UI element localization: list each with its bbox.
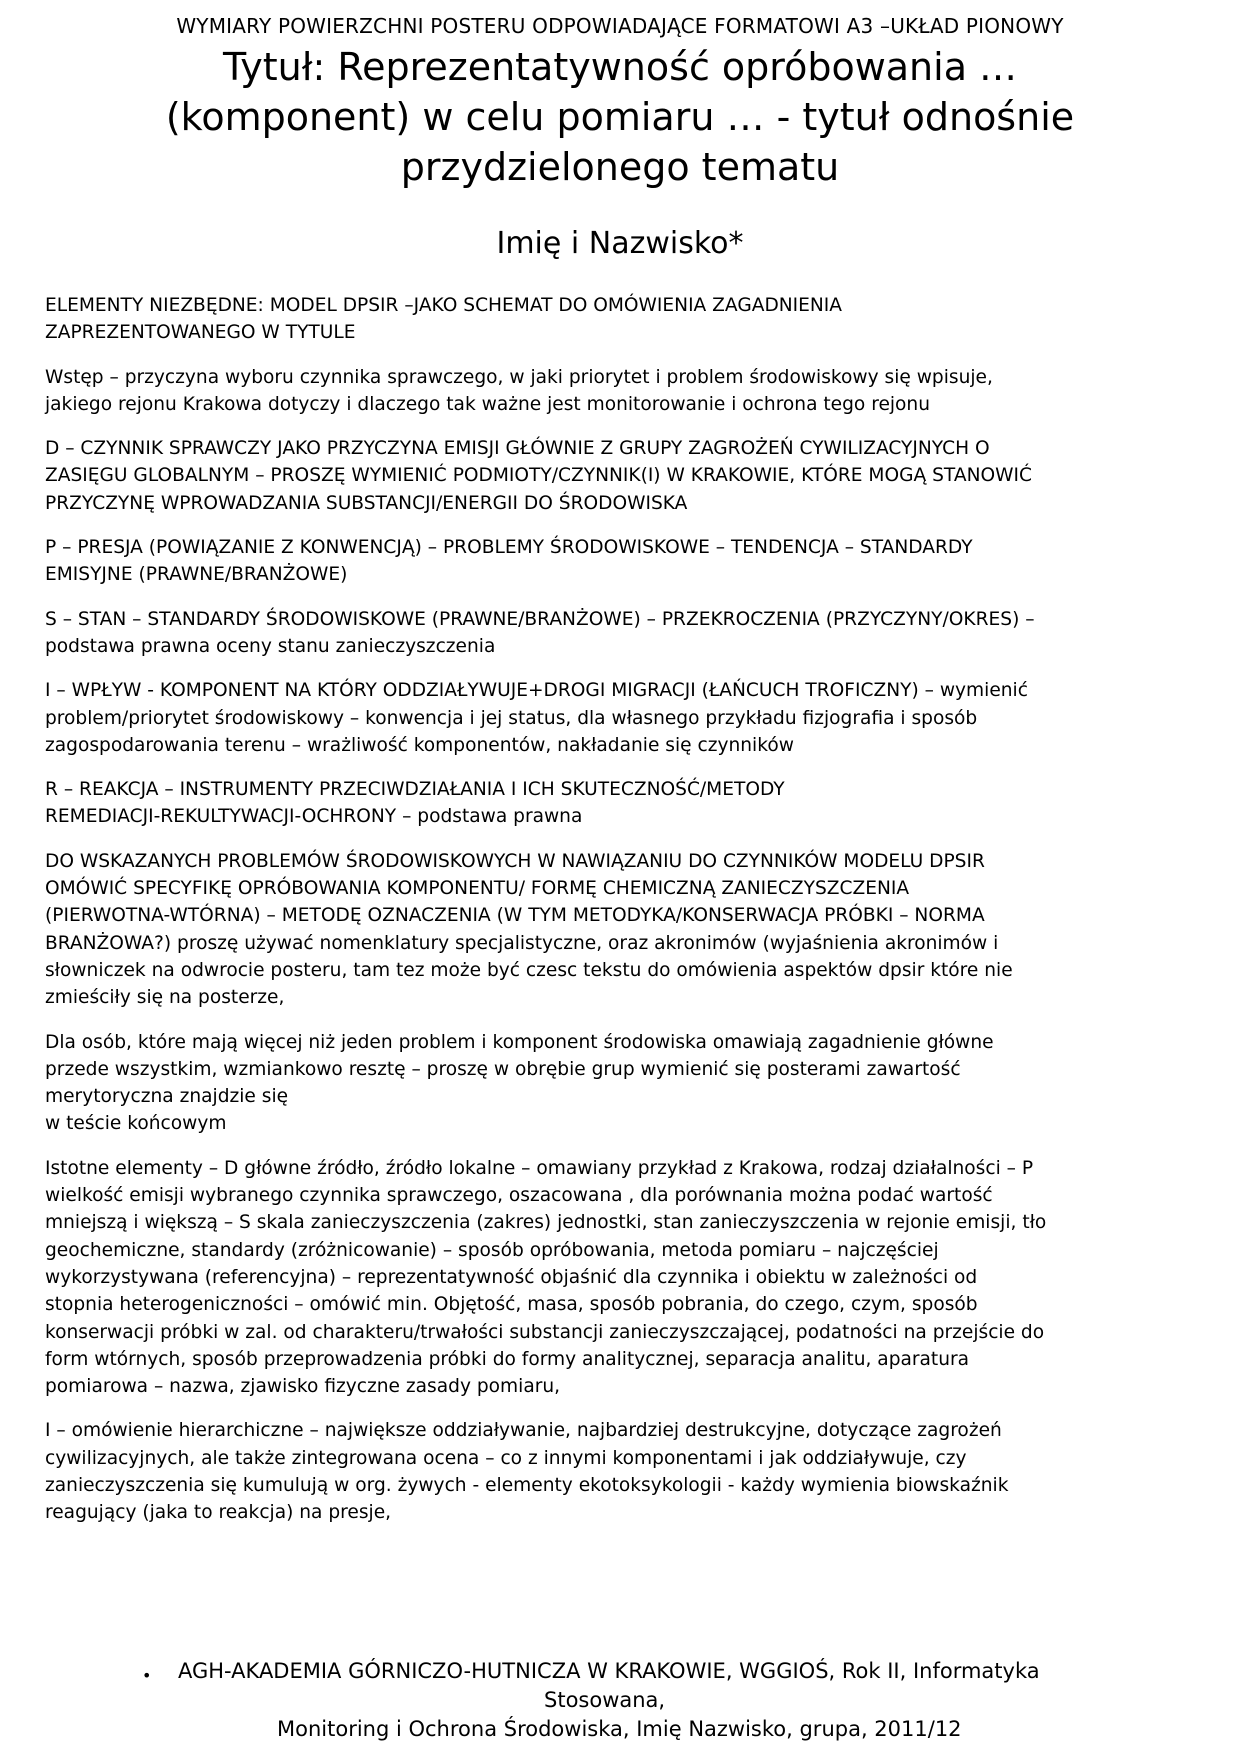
paragraph-line: I – omówienie hierarchiczne – największe oddziaływanie, najbardziej destrukcyjne, dotyczące zagrożeń (45, 1420, 1002, 1442)
footer-line: Stosowana, (544, 1688, 666, 1712)
body-paragraph (45, 534, 1195, 589)
paragraph-line: problem/priorytet środowiskowy – konwencja i jej status, dla własnego przykładu fizjografia i sposób (45, 707, 978, 729)
paragraph-line: DO WSKAZANYCH PROBLEMÓW ŚRODOWISKOWYCH W NAWIĄZANIU DO CZYNNIKÓW MODELU DPSIR (45, 850, 985, 872)
paragraph-line: ZAPREZENTOWANEGO W TYTULE (45, 322, 356, 344)
paragraph-line: konserwacji próbki w zal. od charakteru/trwałości substancji zanieczyszczającej, podatności na przejście do (45, 1321, 1045, 1343)
poster-title (60, 42, 1180, 192)
body-paragraph (45, 848, 1195, 1012)
paragraph-line: S – STAN – STANDARDY ŚRODOWISKOWE (PRAWNE/BRANŻOWE) – PRZEKROCZENIA (PRZYCZYNY/OKRES) – (45, 608, 1035, 630)
paragraph-line: R – REAKCJA – INSTRUMENTY PRZECIWDZIAŁANIA I ICH SKUTECZNOŚĆ/METODY (45, 779, 785, 801)
paragraph-line: pomiarowa – nazwa, zjawisko fizyczne zasady pomiaru, (45, 1376, 561, 1398)
paragraph-line: EMISYJNE (PRAWNE/BRANŻOWE) (45, 564, 348, 586)
paragraph-line: zanieczyszczenia się kumulują w org. żywych - elementy ekotoksykologii - każdy wymienia biowskaźnik (45, 1474, 1009, 1496)
paragraph-line: P – PRESJA (POWIĄZANIE Z KONWENCJĄ) – PROBLEMY ŚRODOWISKOWE – TENDENCJA – STANDARDY (45, 537, 973, 559)
paragraph-line: merytoryczna znajdzie się (45, 1086, 289, 1108)
body-paragraph (45, 364, 1195, 419)
body-content (45, 292, 1195, 1544)
body-paragraph (45, 606, 1195, 661)
paragraph-line: przede wszystkim, wzmiankowo resztę – proszę w obrębie grup wymienić się posterami zawartość (45, 1058, 961, 1080)
paragraph-line: Wstęp – przyczyna wyboru czynnika sprawczego, w jaki priorytet i problem środowiskowy się wpisuje, (45, 366, 993, 388)
paragraph-line: form wtórnych, sposób przeprowadzenia próbki do formy analitycznej, separacja analitu, aparatura (45, 1348, 970, 1370)
body-paragraph (45, 1155, 1195, 1401)
paragraph-line: geochemiczne, standardy (zróżnicowanie) – sposób opróbowania, metoda pomiaru – najczęściej (45, 1239, 939, 1261)
paragraph-line: wykorzystywana (referencyjna) – reprezentatywność objaśnić dla czynnika i obiektu w zależności od (45, 1266, 978, 1288)
body-paragraph (45, 435, 1195, 517)
paragraph-line: jakiego rejonu Krakowa dotyczy i dlaczego tak ważne jest monitorowanie i ochrona tego rejonu (45, 393, 930, 415)
footer (0, 1657, 1240, 1744)
paragraph-line: ELEMENTY NIEZBĘDNE: MODEL DPSIR –JAKO SCHEMAT DO OMÓWIENIA ZAGADNIENIA (45, 295, 843, 316)
paragraph-line: reagujący (jaka to reakcja) na presje, (45, 1502, 392, 1524)
paragraph-line: I – WPŁYW - KOMPONENT NA KTÓRY ODDZIAŁYWUJE+DROGI MIGRACJI (ŁAŃCUCH TROFICZNY) – wymienić (45, 680, 1028, 702)
paragraph-line: stopnia heterogeniczności – omówić min. Objętość, masa, sposób pobrania, do czego, czym, sposób (45, 1294, 978, 1316)
paragraph-line: zagospodarowania terenu – wrażliwość komponentów, nakładanie się czynników (45, 734, 794, 756)
paragraph-line: Istotne elementy – D główne źródło, źródło lokalne – omawiany przykład z Krakowa, rodzaj działalności – P (45, 1157, 1034, 1179)
footer-line: Monitoring i Ochrona Środowiska, Imię Nazwisko, grupa, 2011/12 (277, 1717, 962, 1741)
paragraph-line: BRANŻOWA?) proszę używać nomenklatury specjalistyczne, oraz akronimów (wyjaśnienia akronimów i (45, 932, 999, 954)
paragraph-line: REMEDIACJI-REKULTYWACJI-OCHRONY – podstawa prawna (45, 806, 583, 828)
title-line: przydzielonego tematu (400, 145, 840, 189)
paragraph-line: wielkość emisji wybranego czynnika sprawczego, oszacowana , dla porównania można podać wartość (45, 1185, 993, 1207)
paragraph-line: D – CZYNNIK SPRAWCZY JAKO PRZYCZYNA EMISJI GŁÓWNIE Z GRUPY ZAGROŻEŃ CYWILIZACYJNYCH O (45, 438, 990, 460)
body-paragraph (45, 292, 1195, 347)
paragraph-line: mniejszą i większą – S skala zanieczyszczenia (zakres) jednostki, stan zanieczyszczenia w rejonie emisji, tło (45, 1212, 1047, 1234)
paragraph-line: zmieściły się na posterze, (45, 987, 285, 1009)
paragraph-line: cywilizacyjnych, ale także zintegrowana ocena – co z innymi komponentami i jak oddziaływuje, czy (45, 1447, 967, 1469)
paragraph-line: podstawa prawna oceny stanu zanieczyszczenia (45, 635, 496, 657)
body-paragraph (45, 1417, 1195, 1526)
bullet-icon: • (142, 1666, 152, 1685)
paragraph-line: Dla osób, które mają więcej niż jeden problem i komponent środowiska omawiają zagadnienie główne (45, 1031, 994, 1053)
footer-line: AGH-AKADEMIA GÓRNICZO-HUTNICZA W KRAKOWIE, WGGIOŚ, Rok II, Informatyka (178, 1659, 1040, 1683)
body-paragraph (45, 1029, 1195, 1138)
format-line: WYMIARY POWIERZCHNI POSTERU ODPOWIADAJĄCE FORMATOWI A3 –UKŁAD PIONOWY (176, 14, 1064, 38)
paragraph-line: ZASIĘGU GLOBALNYM – PROSZĘ WYMIENIĆ PODMIOTY/CZYNNIK(I) W KRAKOWIE, KTÓRE MOGĄ STANOWIĆ (45, 465, 1032, 487)
body-paragraph (45, 776, 1195, 831)
body-paragraph (45, 677, 1195, 759)
title-line: Tytuł: Reprezentatywność opróbowania … (222, 45, 1018, 89)
paragraph-line: słowniczek na odwrocie posteru, tam tez może być czesc tekstu do omówienia aspektów dpsir które nie (45, 959, 1013, 981)
paragraph-line: w teście końcowym (45, 1113, 227, 1135)
paragraph-line: PRZYCZYNĘ WPROWADZANIA SUBSTANCJI/ENERGII DO ŚRODOWISKA (45, 492, 688, 514)
paragraph-line: OMÓWIĆ SPECYFIKĘ OPRÓBOWANIA KOMPONENTU/ FORMĘ CHEMICZNĄ ZANIECZYSZCZENIA (45, 878, 910, 900)
paragraph-line: (PIERWOTNA-WTÓRNA) – METODĘ OZNACZENIA (W TYM METODYKA/KONSERWACJA PRÓBKI – NORMA (45, 905, 985, 927)
title-line: (komponent) w celu pomiaru … - tytuł odnośnie (165, 95, 1075, 139)
author-name: Imię i Nazwisko* (496, 226, 744, 261)
